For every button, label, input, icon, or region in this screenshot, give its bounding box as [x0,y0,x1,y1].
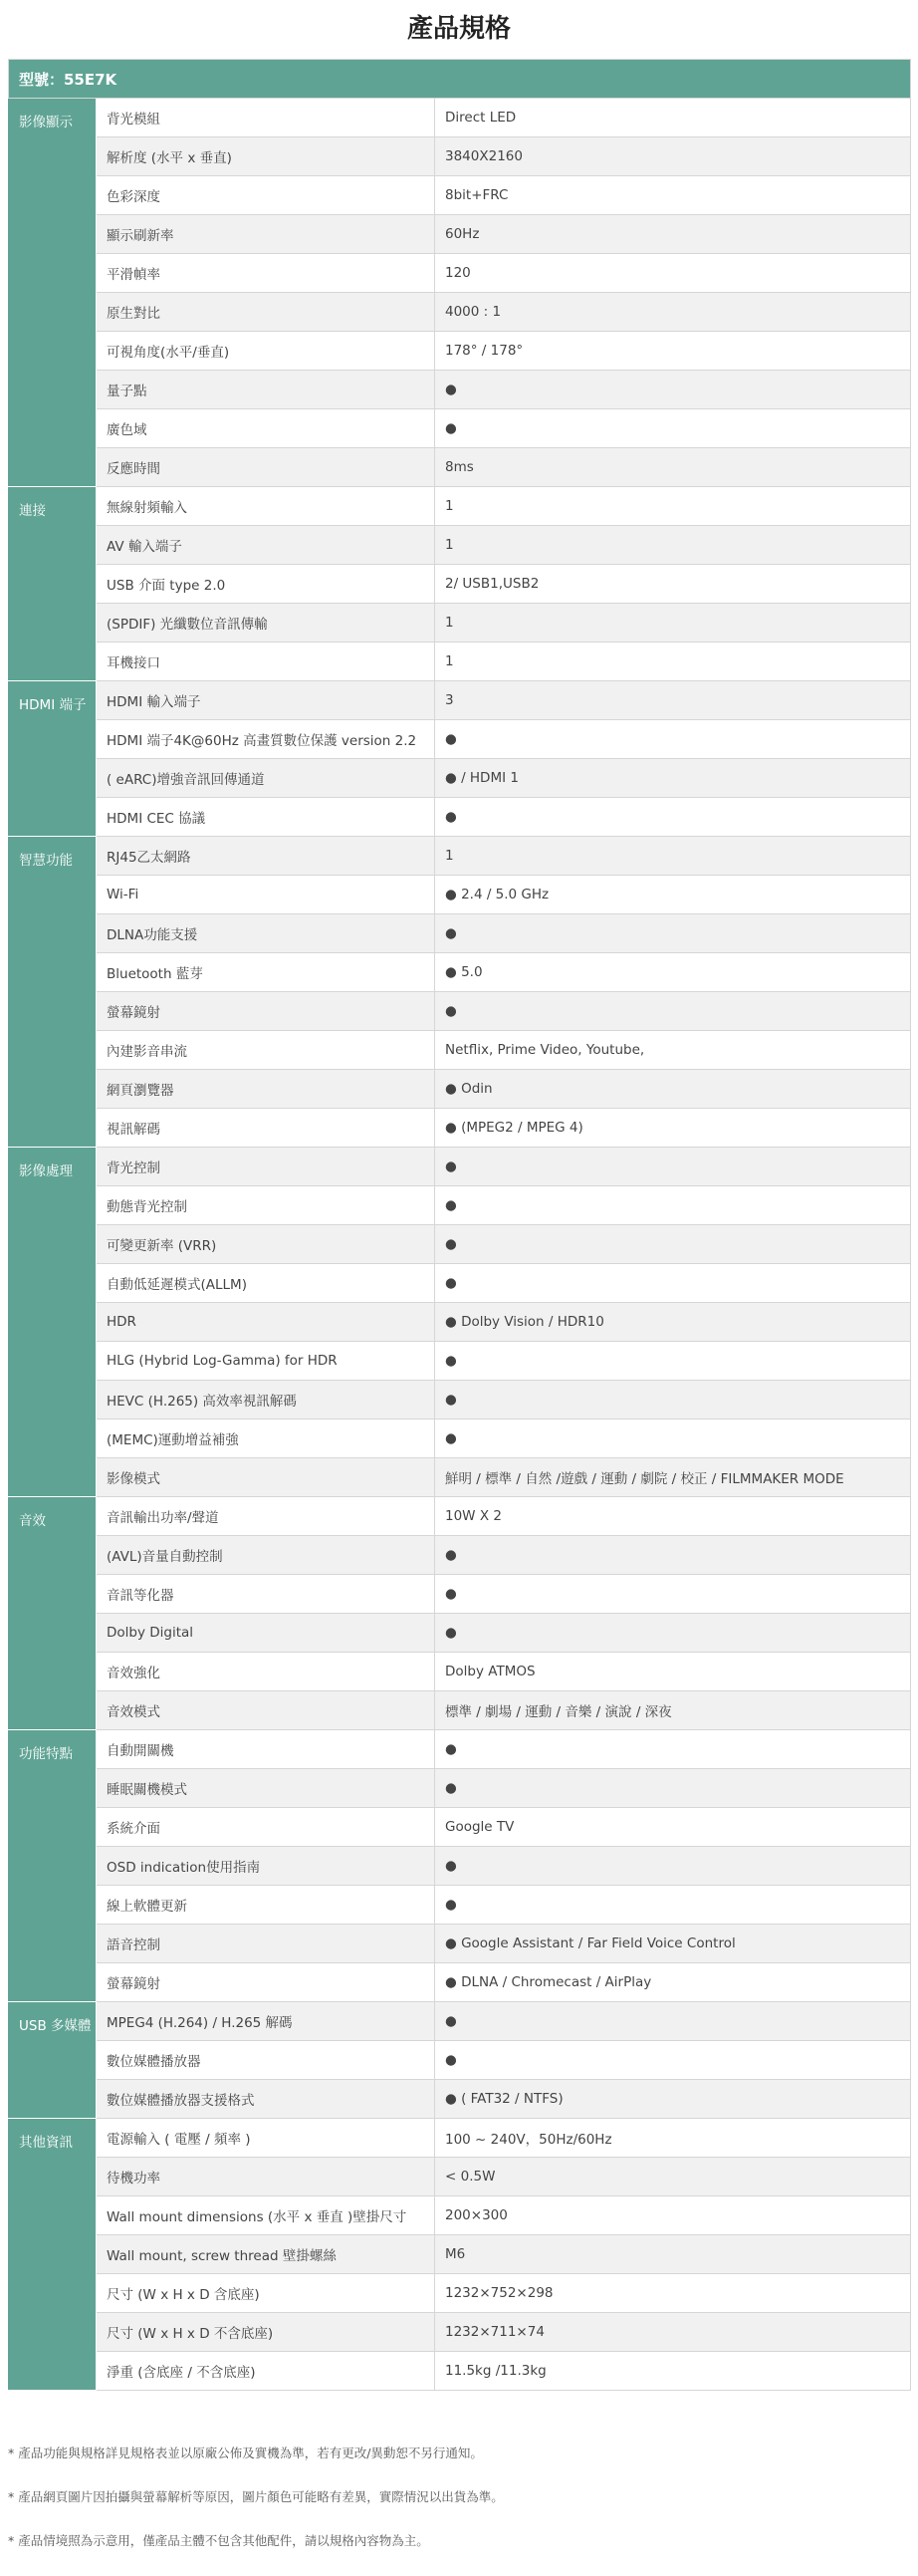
spec-label: HEVC (H.265) 高效率視訊解碼 [97,1381,435,1419]
spec-label: RJ45乙太網路 [97,837,435,876]
spec-label: 無線射頻輸入 [97,487,435,526]
table-row [9,1342,911,1381]
spec-label: 背光控制 [97,1148,435,1186]
table-row [9,2119,911,2158]
spec-value: ● DLNA / Chromecast / AirPlay [435,1963,911,2002]
table-row [9,1575,911,1614]
category-cell: 功能特點 [9,1730,97,2002]
spec-value: ● Dolby Vision / HDR10 [435,1303,911,1342]
spec-value: Google TV [435,1808,911,1847]
spec-value: 3 [435,681,911,720]
spec-value: 標準 / 劇場 / 運動 / 音樂 / 演說 / 深夜 [435,1691,911,1730]
table-row [9,2158,911,2196]
spec-value: ● [435,1186,911,1225]
spec-value: ● Google Assistant / Far Field Voice Control [435,1925,911,1963]
spec-label: 解析度 (水平 x 垂直) [97,137,435,176]
table-row [9,837,911,876]
spec-value: ● [435,1342,911,1381]
spec-value: ● (MPEG2 / MPEG 4) [435,1109,911,1148]
table-row [9,2041,911,2080]
spec-label: OSD indication使用指南 [97,1847,435,1886]
spec-label: 螢幕鏡射 [97,992,435,1031]
spec-label: HDMI CEC 協議 [97,798,435,837]
spec-label: 音訊輸出功率/聲道 [97,1497,435,1536]
spec-label: USB 介面 type 2.0 [97,565,435,604]
spec-value: 11.5kg /11.3kg [435,2352,911,2391]
table-row [9,526,911,565]
table-row [9,2352,911,2391]
table-row [9,2196,911,2235]
spec-label: 線上軟體更新 [97,1886,435,1925]
spec-value: 1 [435,604,911,643]
spec-value: ● [435,1614,911,1653]
spec-value: Netflix, Prime Video, Youtube, [435,1031,911,1070]
spec-value: 8ms [435,448,911,487]
spec-label: 自動開關機 [97,1730,435,1769]
table-row [9,1419,911,1458]
spec-label: 視訊解碼 [97,1109,435,1148]
spec-label: Dolby Digital [97,1614,435,1653]
table-row [9,1847,911,1886]
spec-value: ● [435,1419,911,1458]
table-row [9,1808,911,1847]
spec-value: ● [435,2002,911,2041]
spec-label: 平滑幀率 [97,254,435,293]
table-row [9,1536,911,1575]
table-row [9,2235,911,2274]
spec-value: ● [435,1225,911,1264]
spec-label: HDMI 輸入端子 [97,681,435,720]
spec-label: 尺寸 (W x H x D 含底座) [97,2274,435,2313]
table-row [9,332,911,371]
table-row [9,565,911,604]
spec-label: MPEG4 (H.264) / H.265 解碼 [97,2002,435,2041]
category-cell: 影像處理 [9,1148,97,1497]
spec-value: 120 [435,254,911,293]
spec-label: HDMI 端子4K@60Hz 高畫質數位保護 version 2.2 [97,720,435,759]
table-row [9,487,911,526]
spec-value: ● [435,1264,911,1303]
model-label: 型號：55E7K [9,60,911,99]
footnotes [8,2441,910,2572]
spec-label: (MEMC)運動增益補強 [97,1419,435,1458]
spec-value: ● [435,798,911,837]
table-row [9,643,911,681]
spec-label: 可視角度(水平/垂直) [97,332,435,371]
category-cell: 連接 [9,487,97,681]
table-row [9,1186,911,1225]
spec-value: ● [435,992,911,1031]
spec-value: Dolby ATMOS [435,1653,911,1691]
spec-value: 178° / 178° [435,332,911,371]
spec-label: 反應時間 [97,448,435,487]
table-row [9,1148,911,1186]
spec-label: 數位媒體播放器 [97,2041,435,2080]
spec-label: HLG (Hybrid Log-Gamma) for HDR [97,1342,435,1381]
spec-value: ● [435,720,911,759]
spec-label: 耳機接口 [97,643,435,681]
spec-value: 1 [435,526,911,565]
spec-label: 系統介面 [97,1808,435,1847]
spec-label: HDR [97,1303,435,1342]
category-cell: 其他資訊 [9,2119,97,2391]
table-row [9,681,911,720]
spec-value: ● ( FAT32 / NTFS) [435,2080,911,2119]
spec-value: ● [435,1148,911,1186]
spec-label: 背光模組 [97,99,435,137]
spec-label: Bluetooth 藍芽 [97,953,435,992]
spec-label: Wi-Fi [97,876,435,914]
spec-label: 音效強化 [97,1653,435,1691]
spec-label: 尺寸 (W x H x D 不含底座) [97,2313,435,2352]
spec-label: 電源輸入 ( 電壓 / 頻率 ) [97,2119,435,2158]
spec-label: 可變更新率 (VRR) [97,1225,435,1264]
spec-label: 動態背光控制 [97,1186,435,1225]
spec-label: 音訊等化器 [97,1575,435,1614]
spec-value: 2/ USB1,USB2 [435,565,911,604]
table-row [9,448,911,487]
spec-label: 睡眠關機模式 [97,1769,435,1808]
spec-body [9,99,911,2391]
table-row [9,1031,911,1070]
table-row [9,99,911,137]
spec-label: 待機功率 [97,2158,435,2196]
spec-value: ● [435,2041,911,2080]
table-row [9,1381,911,1419]
spec-label: 音效模式 [97,1691,435,1730]
spec-value: Direct LED [435,99,911,137]
table-row [9,293,911,332]
spec-value: ● / HDMI 1 [435,759,911,798]
spec-value: ● [435,1886,911,1925]
table-row [9,720,911,759]
spec-value: 1 [435,643,911,681]
table-row [9,798,911,837]
table-row [9,409,911,448]
spec-value: ● [435,371,911,409]
footnote: * 產品功能與規格詳見規格表並以原廠公佈及實機為準，若有更改/異動恕不另行通知。 [8,2446,483,2460]
table-row [9,992,911,1031]
footnote: * 產品情境照為示意用，僅產品主體不包含其他配件，請以規格內容物為主。 [8,2533,429,2548]
spec-label: 影像模式 [97,1458,435,1497]
spec-label: 量子點 [97,371,435,409]
spec-value: 200×300 [435,2196,911,2235]
spec-value: 100 ~ 240V，50Hz/60Hz [435,2119,911,2158]
spec-value: M6 [435,2235,911,2274]
spec-label: DLNA功能支援 [97,914,435,953]
spec-value: ● [435,914,911,953]
page-title: 產品規格 [406,14,511,44]
spec-label: (AVL)音量自動控制 [97,1536,435,1575]
spec-label: 顯示刷新率 [97,215,435,254]
spec-value: < 0.5W [435,2158,911,2196]
category-cell: USB 多媒體 [9,2002,97,2119]
category-cell: 音效 [9,1497,97,1730]
spec-label: Wall mount, screw thread 壁掛螺絲 [97,2235,435,2274]
table-row [9,2002,911,2041]
spec-value: ● 2.4 / 5.0 GHz [435,876,911,914]
spec-value: 60Hz [435,215,911,254]
table-row [9,876,911,914]
spec-value: ● [435,1847,911,1886]
spec-label: 廣色域 [97,409,435,448]
table-row [9,371,911,409]
spec-value: 3840X2160 [435,137,911,176]
spec-label: 色彩深度 [97,176,435,215]
category-cell: HDMI 端子 [9,681,97,837]
table-row [9,254,911,293]
spec-value: ● [435,409,911,448]
table-row [9,759,911,798]
spec-label: 原生對比 [97,293,435,332]
spec-label: ( eARC)增強音訊回傳通道 [97,759,435,798]
spec-value: 1232×752×298 [435,2274,911,2313]
spec-value: 4000 : 1 [435,293,911,332]
spec-label: 淨重 (含底座 / 不含底座) [97,2352,435,2391]
category-cell: 影像顯示 [9,99,97,487]
spec-label: (SPDIF) 光纖數位音訊傳輸 [97,604,435,643]
model-header-row [9,60,911,99]
spec-label: 語音控制 [97,1925,435,1963]
table-row [9,1458,911,1497]
spec-label: 內建影音串流 [97,1031,435,1070]
spec-value: 1232×711×74 [435,2313,911,2352]
spec-value: ● [435,1769,911,1808]
spec-value: ● [435,1575,911,1614]
table-row [9,1614,911,1653]
table-row [9,604,911,643]
spec-value: ● [435,1730,911,1769]
spec-value: ● [435,1381,911,1419]
table-row [9,1925,911,1963]
spec-label: 螢幕鏡射 [97,1963,435,2002]
table-row [9,1225,911,1264]
spec-label: 自動低延遲模式(ALLM) [97,1264,435,1303]
spec-value: 1 [435,837,911,876]
table-row [9,1303,911,1342]
table-row [9,914,911,953]
spec-value: 10W X 2 [435,1497,911,1536]
table-row [9,1264,911,1303]
table-row [9,2080,911,2119]
table-row [9,1691,911,1730]
table-row [9,176,911,215]
footnote: * 產品網頁圖片因拍攝與螢幕解析等原因，圖片顏色可能略有差異，實際情況以出貨為準。 [8,2489,504,2504]
table-row [9,2313,911,2352]
table-row [9,2274,911,2313]
table-row [9,1070,911,1109]
table-row [9,1769,911,1808]
table-row [9,215,911,254]
spec-label: AV 輸入端子 [97,526,435,565]
table-row [9,1497,911,1536]
spec-label: 數位媒體播放器支援格式 [97,2080,435,2119]
table-row [9,1963,911,2002]
spec-value: 1 [435,487,911,526]
spec-label: 網頁瀏覽器 [97,1070,435,1109]
table-row [9,137,911,176]
spec-value: ● [435,1536,911,1575]
table-row [9,1730,911,1769]
table-row [9,1653,911,1691]
spec-value: ● Odin [435,1070,911,1109]
table-row [9,953,911,992]
spec-table [8,59,911,2391]
spec-label: Wall mount dimensions (水平 x 垂直 )壁掛尺寸 [97,2196,435,2235]
spec-value: 8bit+FRC [435,176,911,215]
table-row [9,1109,911,1148]
spec-value: ● 5.0 [435,953,911,992]
spec-value: 鮮明 / 標準 / 自然 /遊戲 / 運動 / 劇院 / 校正 / FILMMAKER MODE [435,1458,911,1497]
table-row [9,1886,911,1925]
category-cell: 智慧功能 [9,837,97,1148]
